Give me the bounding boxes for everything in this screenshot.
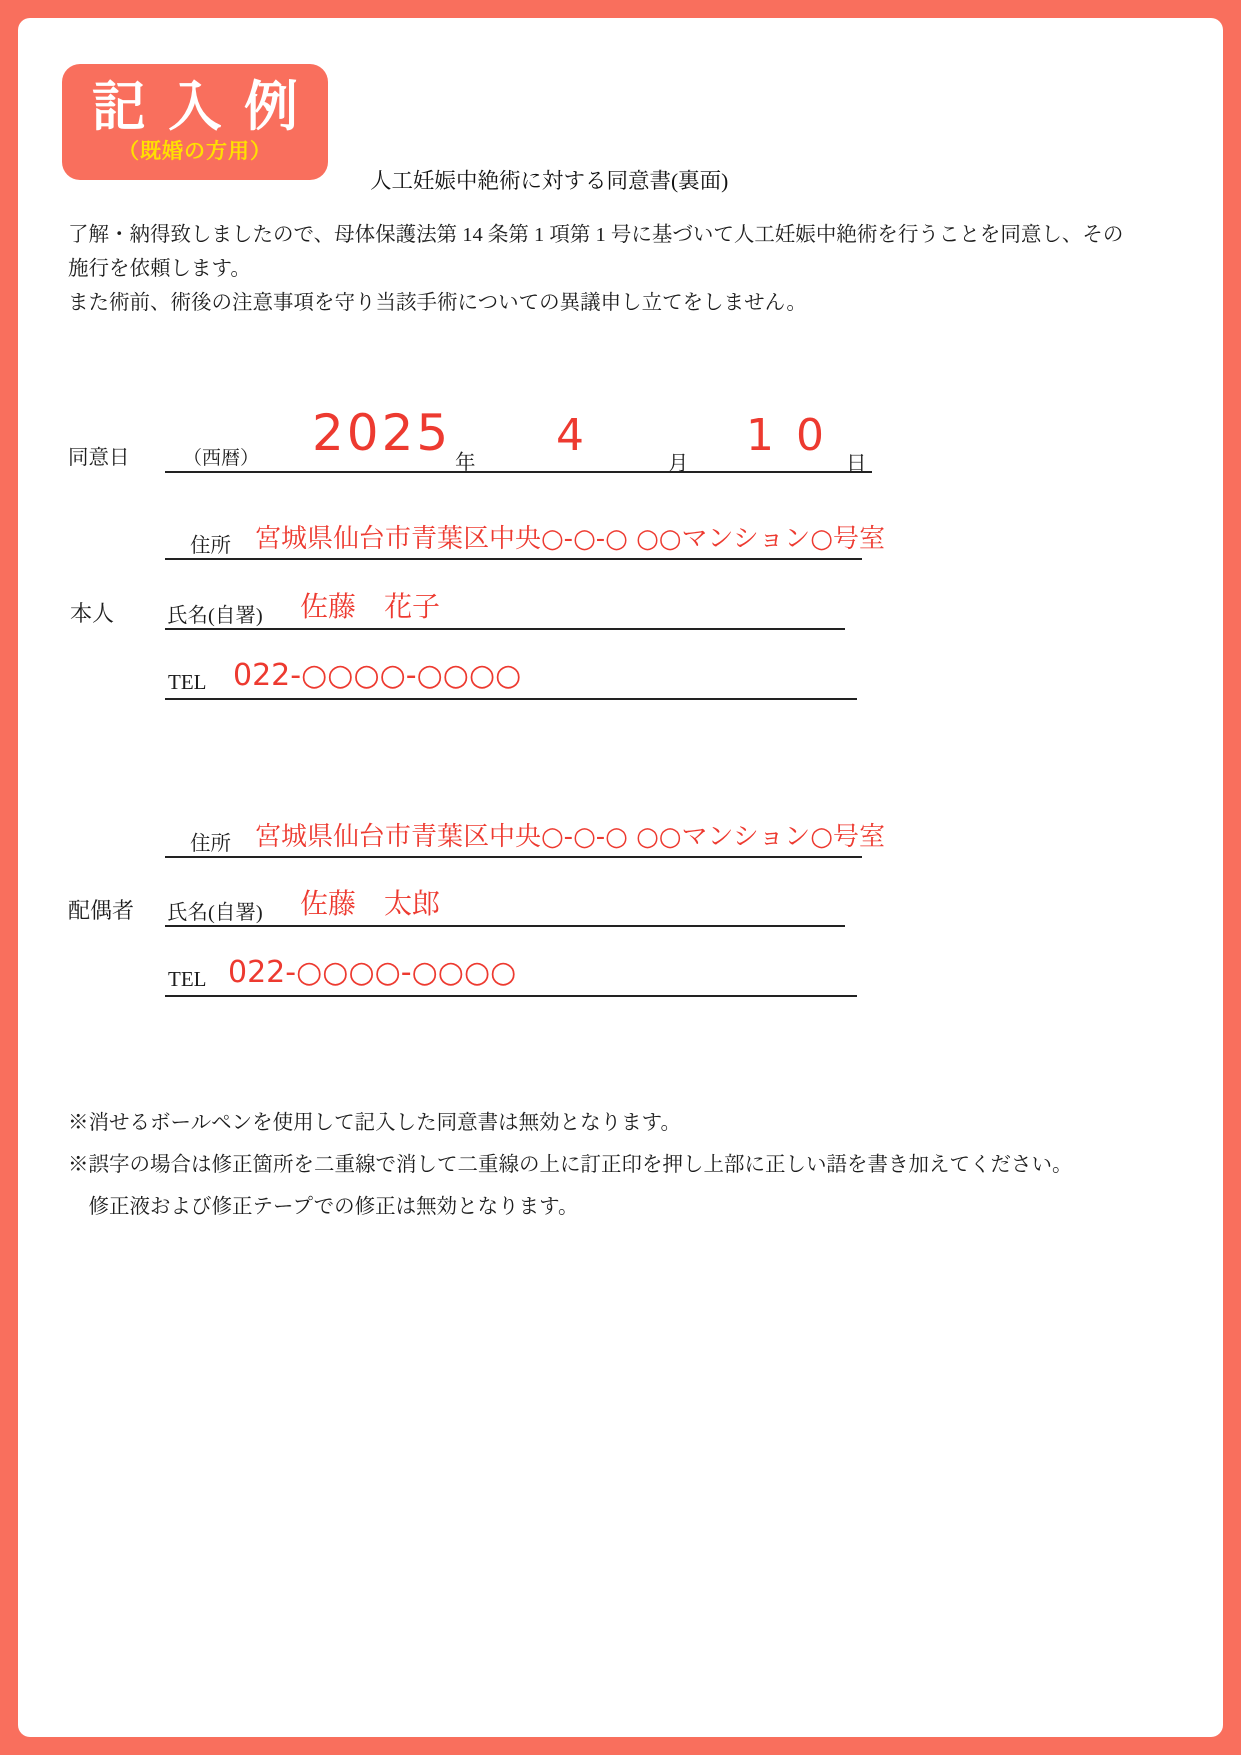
consent-date-month-unit: 月 [668,453,689,475]
person-address-label: 住所 [190,535,231,557]
person-name-underline [165,628,845,630]
note-line-2: ※誤字の場合は修正箇所を二重線で消して二重線の上に訂正印を押し上部に正しい語を書き加えてください。 [68,1154,1073,1176]
spouse-section-label: 配偶者 [68,898,135,923]
person-name-value: 佐藤 花子 [300,590,441,623]
intro-line-3: また術前、術後の注意事項を守り当該手術についての異議申し立てをしません。 [68,292,807,314]
person-tel-label: TEL [168,670,207,694]
spouse-name-value: 佐藤 太郎 [300,887,441,920]
person-address-value: 宮城県仙台市青葉区中央○-○-○ ○○マンション○号室 [255,524,885,554]
consent-date-month-value: 4 [556,410,584,461]
consent-date-year-unit: 年 [455,452,476,474]
note-line-1: ※消せるボールペンを使用して記入した同意書は無効となります。 [68,1112,681,1134]
consent-date-year-value: 2025 [312,404,452,462]
consent-date-label: 同意日 [68,447,130,469]
note-line-3: 修正液および修正テープでの修正は無効となります。 [68,1196,579,1218]
person-section-label: 本人 [70,601,115,626]
consent-date-era-label: （西暦） [183,448,260,469]
spouse-name-label: 氏名(自署) [167,902,263,924]
consent-date-day-unit: 日 [846,453,867,475]
intro-line-1: 了解・納得致しましたので、母体保護法第 14 条第 1 項第 1 号に基づいて人工妊娠中絶術を行うことを同意し、その [68,224,1124,246]
spouse-tel-underline [165,995,857,997]
person-address-underline [165,558,862,560]
consent-date-underline [165,471,872,473]
person-name-label: 氏名(自署) [167,605,263,627]
consent-date-day-value: 10 [746,410,846,461]
sample-badge [62,64,328,180]
sample-badge-title: 記入例 [92,74,320,138]
footer-notes [68,1102,1188,1228]
spouse-tel-value: 022-○○○○-○○○○ [228,955,517,990]
person-tel-underline [165,698,857,700]
intro-paragraph [68,218,1178,320]
spouse-tel-label: TEL [168,967,207,991]
document-title: 人工妊娠中絶術に対する同意書(裏面) [370,169,729,193]
spouse-address-value: 宮城県仙台市青葉区中央○-○-○ ○○マンション○号室 [255,822,885,852]
person-tel-value: 022-○○○○-○○○○ [233,658,522,693]
spouse-address-label: 住所 [190,833,231,855]
sample-badge-subtitle: （既婚の方用） [118,139,272,164]
spouse-name-underline [165,925,845,927]
intro-line-2: 施行を依頼します。 [68,258,251,280]
spouse-address-underline [165,856,862,858]
